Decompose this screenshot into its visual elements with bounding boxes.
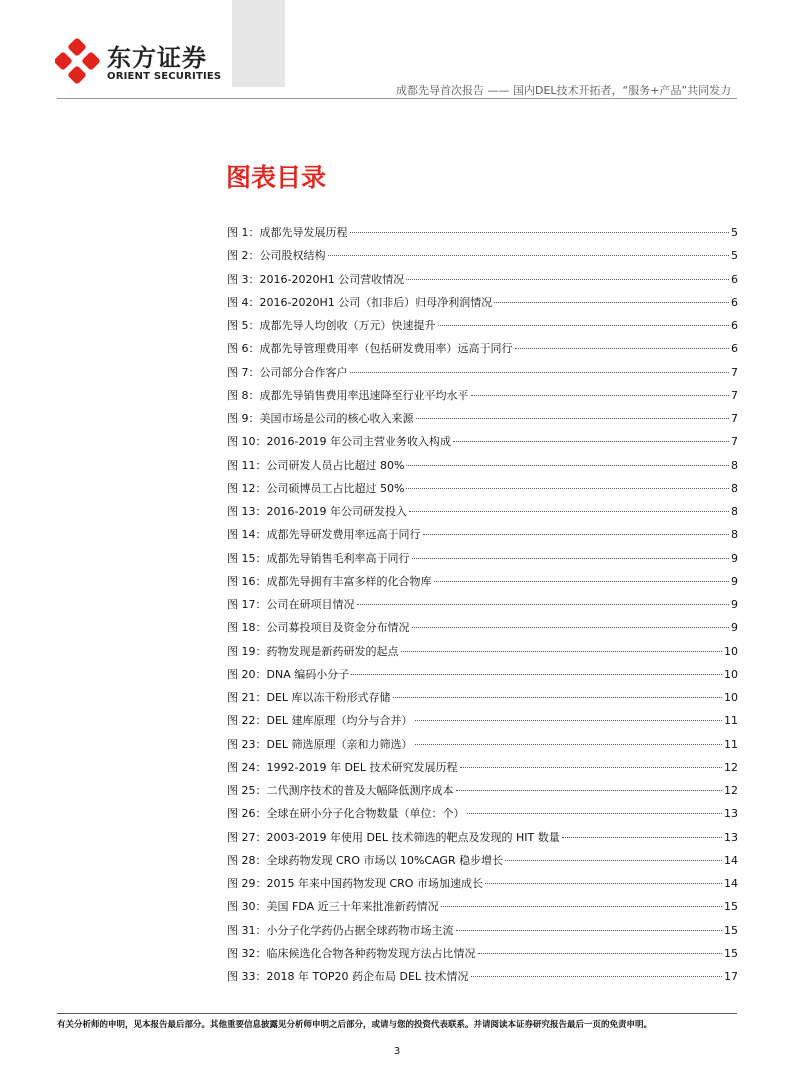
figure-list xyxy=(227,221,738,988)
toc-entry-page: 12 xyxy=(724,784,738,797)
toc-entry[interactable] xyxy=(227,244,738,267)
toc-dot-leader xyxy=(456,930,723,931)
toc-entry-label: 图 9：美国市场是公司的核心收入来源 xyxy=(227,412,414,425)
toc-entry-label: 图 8：成都先导销售费用率迅速降至行业平均水平 xyxy=(227,388,469,402)
toc-entry-page: 7 xyxy=(731,412,738,425)
toc-dot-leader xyxy=(505,860,722,861)
toc-entry-page: 17 xyxy=(724,970,738,983)
toc-entry-page: 10 xyxy=(724,644,738,658)
brand-name-cn: 东方证券 xyxy=(107,44,207,72)
toc-entry-label: 图 7：公司部分合作客户 xyxy=(227,365,348,379)
toc-dot-leader xyxy=(350,232,730,233)
toc-entry-page: 15 xyxy=(724,900,738,914)
page-number: 3 xyxy=(393,1046,401,1057)
toc-dot-leader xyxy=(453,441,729,442)
toc-dot-leader xyxy=(485,883,722,884)
toc-entry-page: 11 xyxy=(724,737,738,751)
toc-entry[interactable] xyxy=(227,709,738,732)
toc-dot-leader xyxy=(412,627,730,628)
toc-entry[interactable] xyxy=(227,570,738,593)
toc-dot-leader xyxy=(460,767,723,768)
toc-entry[interactable] xyxy=(227,895,738,918)
toc-entry-page: 8 xyxy=(731,505,738,518)
toc-entry-page: 8 xyxy=(731,458,738,472)
toc-entry-page: 10 xyxy=(724,691,738,704)
toc-dot-leader xyxy=(357,604,730,605)
toc-dot-leader xyxy=(456,790,723,791)
toc-entry-page: 8 xyxy=(731,528,738,542)
toc-entry[interactable] xyxy=(227,849,738,872)
toc-entry-label: 图 2：公司股权结构 xyxy=(227,249,326,263)
toc-dot-leader xyxy=(562,837,722,838)
toc-entry[interactable] xyxy=(227,291,738,314)
toc-entry[interactable] xyxy=(227,593,738,616)
toc-entry-label: 图 5：成都先导人均创收（万元）快速提升 xyxy=(227,319,436,332)
toc-entry-label: 图 19：药物发现是新药研发的起点 xyxy=(227,644,399,658)
toc-dot-leader xyxy=(406,279,729,280)
toc-entry-page: 7 xyxy=(731,388,738,402)
toc-entry-page: 8 xyxy=(731,481,738,495)
toc-dot-leader xyxy=(415,720,722,721)
footer-divider xyxy=(57,1013,737,1014)
toc-entry-label: 图 30：美国 FDA 近三十年来批准新药情况 xyxy=(227,900,439,914)
orient-securities-logo-icon xyxy=(55,38,101,84)
toc-entry[interactable] xyxy=(227,942,738,965)
toc-dot-leader xyxy=(350,372,730,373)
toc-entry-label: 图 1：成都先导发展历程 xyxy=(227,226,348,239)
toc-entry-label: 图 15：成都先导销售毛利率高于同行 xyxy=(227,551,410,565)
toc-entry[interactable] xyxy=(227,500,738,523)
toc-entry-label: 图 10：2016-2019 年公司主营业务收入构成 xyxy=(227,435,451,449)
toc-entry-page: 14 xyxy=(724,877,738,890)
toc-dot-leader xyxy=(478,953,723,954)
toc-entry-label: 图 27：2003-2019 年使用 DEL 技术筛选的靶点及发现的 HIT 数量 xyxy=(227,830,560,844)
toc-entry[interactable] xyxy=(227,477,738,500)
footer-disclaimer: 有关分析师的申明，见本报告最后部分。其他重要信息披露见分析师申明之后部分，或请与您的投资代表联系。并请阅读本证券研究报告最后一页的免责申明。 xyxy=(57,1020,653,1030)
toc-entry-label: 图 21：DEL 库以冻干粉形式存储 xyxy=(227,691,391,704)
brand-logo xyxy=(55,38,230,88)
toc-entry[interactable] xyxy=(227,733,738,756)
toc-entry-label: 图 18：公司募投项目及资金分布情况 xyxy=(227,621,410,635)
toc-entry[interactable] xyxy=(227,337,738,360)
toc-entry-label: 图 25：二代测序技术的普及大幅降低测序成本 xyxy=(227,784,454,797)
toc-entry-page: 6 xyxy=(731,319,738,332)
toc-dot-leader xyxy=(438,325,730,326)
toc-entry-label: 图 22：DEL 建库原理（均分与合并） xyxy=(227,714,413,728)
toc-entry-label: 图 12：公司硕博员工占比超过 50% xyxy=(227,481,405,495)
toc-entry-page: 7 xyxy=(731,435,738,449)
toc-entry[interactable] xyxy=(227,965,738,988)
toc-entry[interactable] xyxy=(227,779,738,802)
toc-dot-leader xyxy=(494,302,729,303)
toc-dot-leader xyxy=(441,906,722,907)
toc-dot-leader xyxy=(515,348,730,349)
toc-entry[interactable] xyxy=(227,872,738,895)
toc-dot-leader xyxy=(328,255,730,256)
toc-entry-page: 15 xyxy=(724,946,738,960)
toc-entry-page: 6 xyxy=(731,272,738,286)
toc-entry-page: 14 xyxy=(724,853,738,867)
toc-entry[interactable] xyxy=(227,314,738,337)
toc-entry[interactable] xyxy=(227,454,738,477)
toc-entry-label: 图 14：成都先导研发费用率远高于同行 xyxy=(227,528,421,542)
toc-entry-label: 图 24：1992-2019 年 DEL 技术研究发展历程 xyxy=(227,760,458,774)
toc-entry-page: 11 xyxy=(724,714,738,728)
toc-entry-page: 5 xyxy=(731,226,738,239)
toc-entry-page: 9 xyxy=(731,621,738,635)
toc-entry[interactable] xyxy=(227,384,738,407)
toc-dot-leader xyxy=(467,813,723,814)
toc-dot-leader xyxy=(406,488,729,489)
toc-dot-leader xyxy=(393,697,722,698)
toc-entry[interactable] xyxy=(227,919,738,942)
toc-entry[interactable] xyxy=(227,221,738,244)
toc-entry-label: 图 3：2016-2020H1 公司营收情况 xyxy=(227,272,405,286)
toc-entry[interactable] xyxy=(227,268,738,291)
toc-entry-label: 图 29：2015 年来中国药物发现 CRO 市场加速成长 xyxy=(227,877,483,890)
toc-entry-page: 9 xyxy=(731,574,738,588)
toc-dot-leader xyxy=(401,651,723,652)
report-header-title: 成都先导首次报告 —— 国内DEL技术开拓者，“服务+产品”共同发力 xyxy=(396,84,732,97)
toc-entry[interactable] xyxy=(227,640,738,663)
toc-entry-label: 图 16：成都先导拥有丰富多样的化合物库 xyxy=(227,574,432,588)
toc-dot-leader xyxy=(434,581,730,582)
toc-entry-page: 15 xyxy=(724,923,738,937)
toc-entry-page: 12 xyxy=(724,760,738,774)
toc-dot-leader xyxy=(351,674,722,675)
toc-entry-page: 13 xyxy=(724,830,738,844)
toc-entry[interactable] xyxy=(227,802,738,825)
toc-entry[interactable] xyxy=(227,361,738,384)
toc-entry-page: 7 xyxy=(731,365,738,379)
toc-entry-page: 6 xyxy=(731,342,738,356)
toc-entry-label: 图 11：公司研发人员占比超过 80% xyxy=(227,458,405,472)
toc-dot-leader xyxy=(415,744,722,745)
toc-entry[interactable] xyxy=(227,430,738,453)
toc-entry[interactable] xyxy=(227,756,738,779)
toc-entry-page: 10 xyxy=(724,667,738,681)
toc-entry-page: 13 xyxy=(724,807,738,821)
toc-dot-leader xyxy=(471,395,730,396)
header-gray-band xyxy=(232,0,285,87)
toc-entry[interactable] xyxy=(227,616,738,639)
toc-entry-label: 图 6：成都先导管理费用率（包括研发费用率）远高于同行 xyxy=(227,342,513,356)
toc-entry-page: 9 xyxy=(731,551,738,565)
toc-entry[interactable] xyxy=(227,826,738,849)
toc-entry-label: 图 32：临床候选化合物各种药物发现方法占比情况 xyxy=(227,946,476,960)
toc-entry[interactable] xyxy=(227,663,738,686)
toc-entry-page: 9 xyxy=(731,598,738,611)
toc-dot-leader xyxy=(409,511,729,512)
toc-entry-page: 5 xyxy=(731,249,738,263)
toc-entry[interactable] xyxy=(227,523,738,546)
toc-entry-label: 图 20：DNA 编码小分子 xyxy=(227,667,350,681)
page-title: 图表目录 xyxy=(226,163,327,192)
toc-entry-label: 图 23：DEL 筛选原理（亲和力筛选） xyxy=(227,737,413,751)
toc-entry[interactable] xyxy=(227,547,738,570)
toc-entry-page: 6 xyxy=(731,295,738,309)
toc-entry[interactable] xyxy=(227,686,738,709)
toc-entry-label: 图 33：2018 年 TOP20 药企布局 DEL 技术情况 xyxy=(227,970,469,983)
toc-entry-label: 图 31：小分子化学药仍占据全球药物市场主流 xyxy=(227,923,454,937)
toc-dot-leader xyxy=(406,465,729,466)
toc-dot-leader xyxy=(471,976,722,977)
brand-name-en: ORIENT SECURITIES xyxy=(107,71,222,82)
toc-entry-label: 图 26：全球在研小分子化合物数量（单位：个） xyxy=(227,807,465,821)
toc-entry-label: 图 13：2016-2019 年公司研发投入 xyxy=(227,505,407,518)
toc-dot-leader xyxy=(423,534,730,535)
toc-dot-leader xyxy=(416,418,730,419)
toc-entry-label: 图 28：全球药物发现 CRO 市场以 10%CAGR 稳步增长 xyxy=(227,853,504,867)
toc-dot-leader xyxy=(412,558,730,559)
toc-entry-label: 图 4：2016-2020H1 公司（扣非后）归母净利润情况 xyxy=(227,295,493,309)
toc-entry[interactable] xyxy=(227,407,738,430)
toc-entry-label: 图 17：公司在研项目情况 xyxy=(227,598,355,611)
header-divider xyxy=(57,98,737,99)
